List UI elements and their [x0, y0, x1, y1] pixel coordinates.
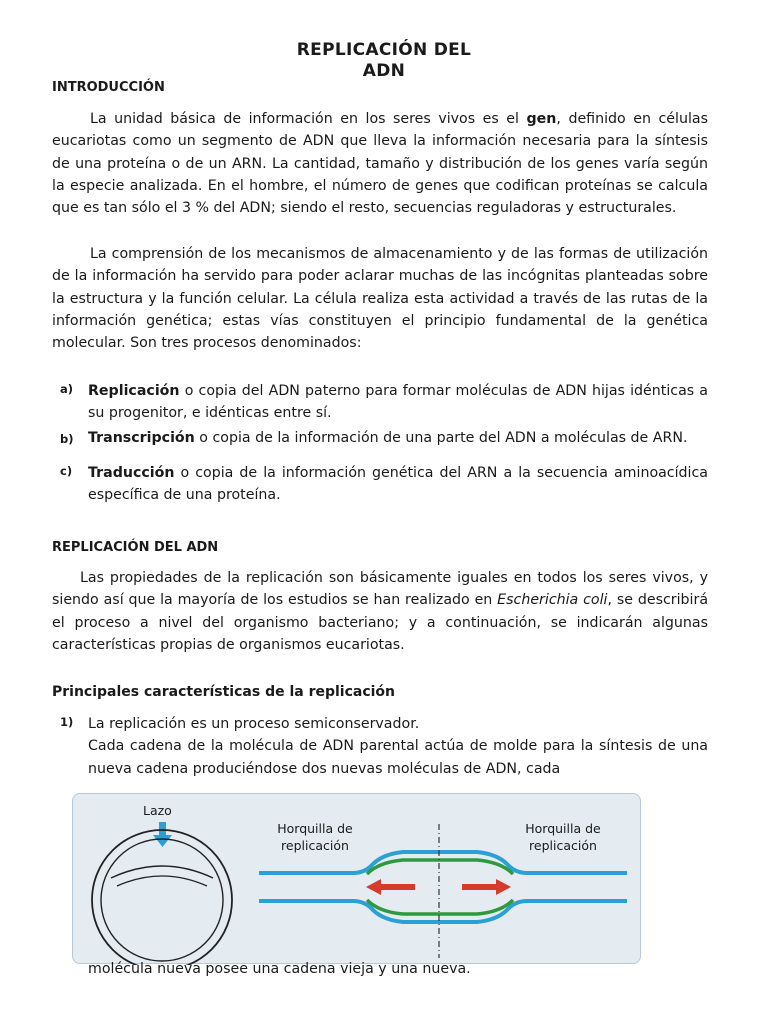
replication-paragraph: [52, 567, 708, 656]
replication-p-b: , se describirá el proceso a nivel del organismo bacteriano; y a continuación, se indicarán algunas características propias de organismos eucariotas.: [52, 592, 709, 653]
characteristic-item-1-line-1: La replicación es un proceso semiconservador.: [88, 716, 420, 732]
intro-heading: INTRODUCCIÓN: [52, 80, 165, 95]
intro-paragraph-2: [52, 243, 708, 354]
list-term: Replicación: [88, 383, 180, 399]
list-item-replicacion: [52, 380, 708, 425]
intro-p1-b: , definido en células eucariotas como un segmento de ADN que lleva la información necesaria para la síntesis de una proteína o de un ARN. La cantidad, tamaño y distribución de los genes varía según la especie analizada. En el hombre, el número de genes que codifican proteínas se calcula que es tan sólo el 3 % del ADN; siendo el resto, secuencias reguladoras y estructurales.: [52, 111, 708, 217]
list-text: o copia de la información de una parte del ADN a moléculas de ARN.: [194, 430, 688, 446]
list-term: Traducción: [88, 465, 175, 481]
characteristics-heading: Principales características de la replicación: [52, 684, 396, 700]
list-item-traduccion: [52, 462, 708, 507]
loop-bubble-inner: [117, 876, 207, 886]
parental-strand-bottom: [259, 901, 627, 922]
replication-p-italic: Escherichia coli: [497, 592, 608, 609]
intro-p1-bold-term: gen: [526, 111, 557, 127]
intro-paragraph-1: [52, 108, 708, 219]
replication-heading: REPLICACIÓN DEL ADN: [52, 540, 219, 555]
intro-p2-text: La comprensión de los mecanismos de almacenamiento y de las formas de utilización de la información ha servido para poder aclarar muchas de las incógnitas planteadas sobre la estructura y la función celular. La célula realiza esta actividad a través de las rutas de la información genética; estas vías constituyen el principio fundamental de la genética molecular. Son tres procesos denominados:: [52, 246, 708, 352]
characteristic-item-1-line-2: Cada cadena de la molécula de ADN parental actúa de molde para la síntesis de una nueva cadena produciéndose dos nuevas moléculas de ADN, cada: [88, 738, 708, 777]
new-strand-bottom: [367, 900, 513, 914]
characteristic-item-1: [52, 713, 708, 780]
parental-strand-top: [259, 852, 627, 873]
loop-outer-circle: [92, 830, 232, 965]
right-arrow-head: [496, 879, 511, 895]
left-arrow-shaft: [379, 884, 415, 890]
list-item-transcripcion: [52, 430, 708, 446]
right-arrow-shaft: [462, 884, 497, 890]
replication-diagram: [72, 793, 641, 964]
list-text: o copia del ADN paterno para formar moléculas de ADN hijas idénticas a su progenitor, e idénticas entre sí.: [88, 383, 708, 422]
list-text: o copia de la información genética del ARN a la secuencia aminoacídica específica de una proteína.: [88, 465, 708, 504]
new-strand-top: [367, 860, 513, 874]
document-title: [0, 40, 768, 82]
figure-caption-text: molécula nueva posee una cadena vieja y una nueva.: [88, 961, 471, 977]
list-marker: a): [60, 382, 74, 396]
loop-inner-circle: [101, 839, 223, 961]
list-marker: 1): [60, 715, 74, 729]
title-line-1: REPLICACIÓN DEL: [296, 40, 472, 60]
list-marker: b): [60, 432, 74, 446]
loop-label: Lazo: [143, 803, 172, 818]
loop-arrow-head: [153, 835, 172, 847]
fork-right-label: Horquilla de replicación: [525, 821, 601, 853]
loop-arrow-shaft: [159, 822, 166, 836]
intro-p1-a: La unidad básica de información en los seres vivos es el: [90, 111, 527, 127]
list-marker: c): [60, 464, 73, 478]
list-term: Transcripción: [88, 430, 195, 446]
fork-left-label: Horquilla de replicación: [277, 821, 353, 853]
title-line-2: ADN: [362, 61, 406, 81]
replication-p-a: Las propiedades de la replicación son básicamente iguales en todos los seres vivos, y siendo así que la mayoría de los estudios se han realizado en: [52, 570, 708, 609]
left-arrow-head: [366, 879, 381, 895]
